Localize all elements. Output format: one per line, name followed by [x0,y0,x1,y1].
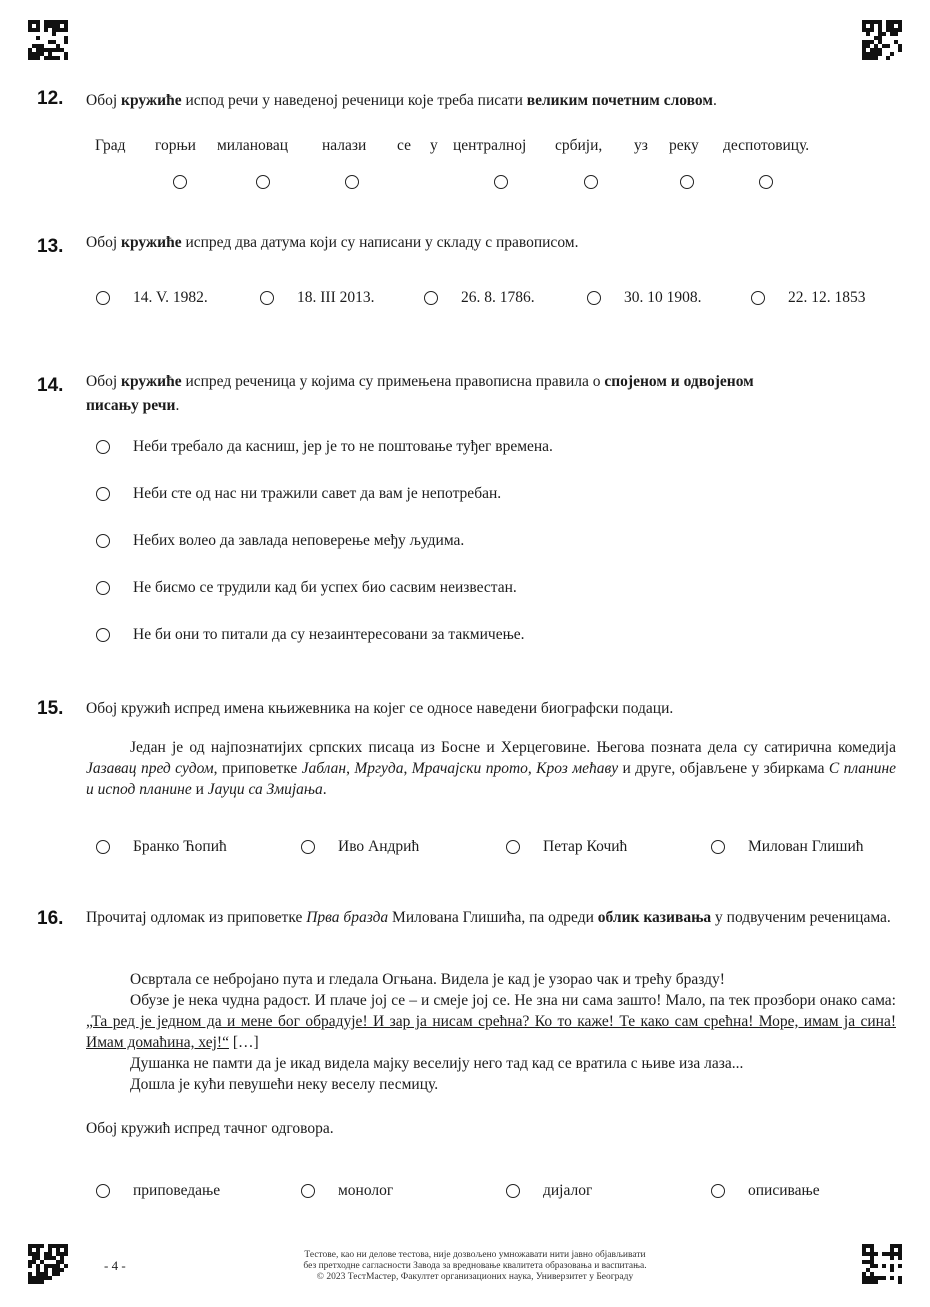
question-number-15: 15. [37,698,64,719]
option-circle[interactable] [424,291,438,305]
question-16-passage: Освртала се небројано пута и гледала Огњана. Видела је кад је узорао чак и трећу бразду! Обузе је нека чудна радост. И плаче јој се – и смеје јој се. Не зна ни сама зашто! Мало, па тек прозбори онако сама: „Та ред је једном да и мене бог обрадује! И зар ја нисам срећна? Ко то каже! Те како сам срећна! Море, имам ја сина! Имам домаћина, хеј!“ […] Душанка не памти да је икад видела мајку веселију него тад кад се вратила с њиве иза лаза... Дошла је кући певушећи неку веселу песмицу. [86,971,896,1093]
question-14-instruction: Обој кружиће испред реченица у којима су примењена правописна правила о спојеном и одвојеном писању речи. [86,373,754,414]
answer-circle[interactable] [345,175,359,189]
option-circle[interactable] [96,291,110,305]
option-label: 30. 10 1908. [624,289,702,306]
option-label: Иво Андрић [338,838,420,855]
answer-circle[interactable] [256,175,270,189]
option-circle[interactable] [96,487,110,501]
option-label: Петар Кочић [543,838,628,855]
footer-copyright: Тестове, као ни делове тестова, није дозвољено умножавати нити јавно објављивати без претходне сагласности Завода за вредновање квалитета образовања и васпитања. © 2023 ТестМастер, Факултет организационих наука, Универзитет у Београду [303,1250,647,1282]
word: уз [634,137,648,154]
word: Град [95,137,126,154]
word: деспотовицу. [723,137,810,154]
option-label: Не бисмо се трудили кад би успех био сасвим неизвестан. [133,579,517,596]
option-circle[interactable] [96,440,110,454]
question-number-12: 12. [37,88,64,109]
option-circle[interactable] [751,291,765,305]
option-circle[interactable] [96,534,110,548]
question-15-passage: Један је од најпознатијих српских писаца из Босне и Херцеговине. Његова позната дела су сатирична комедија Јазавац пред судом, приповетке Јаблан, Мргуда, Мрачајски прото, Кроз мећаву и друге, објављене у збиркама С планине и испод планине и Јауци са Змијања. [86,739,897,798]
option-circle[interactable] [96,581,110,595]
underlined-sentences: „Та ред је једном да и мене бог обрадује! И зар ја нисам срећна? Ко то каже! Те како сам срећна! Море, имам ја сина! Имам домаћина, хеј!“ [86,1013,896,1051]
word: реку [669,137,699,154]
question-number-13: 13. [37,236,64,257]
option-circle[interactable] [96,1184,110,1198]
option-label: 18. III 2013. [297,289,375,306]
option-label: Неби требало да касниш, јер је то не поштовање туђег времена. [133,438,553,455]
option-label: 22. 12. 1853 [788,289,866,306]
option-label: Небих волео да завлада неповерење међу људима. [133,532,465,549]
qr-code-bottom-left [28,1244,68,1284]
word: се [397,137,411,154]
answer-circle[interactable] [759,175,773,189]
answer-circle[interactable] [680,175,694,189]
page-number: - 4 - [104,1258,126,1273]
option-label: Бранко Ћопић [133,838,227,855]
option-label: Неби сте од нас ни тражили савет да вам је непотребан. [133,485,502,502]
question-12-instruction: Обој кружиће испод речи у наведеној реченици које треба писати великим почетним словом. [86,92,717,109]
word: милановац [217,137,289,154]
qr-code-bottom-right [862,1244,902,1284]
word: централној [453,137,527,154]
option-label: дијалог [543,1182,593,1199]
question-15-instruction: Обој кружић испред имена књижевника на којег се односе наведени биографски подаци. [86,700,674,717]
word: србији, [555,137,603,154]
word: у [430,137,438,154]
option-circle[interactable] [260,291,274,305]
option-circle[interactable] [506,840,520,854]
answer-circle[interactable] [494,175,508,189]
option-label: 26. 8. 1786. [461,289,535,306]
question-16-instruction: Прочитај одломак из приповетке Прва бразда Милована Глишића, па одреди облик казивања у подвученим реченицама. [86,909,891,926]
option-circle[interactable] [96,840,110,854]
option-circle[interactable] [301,1184,315,1198]
answer-circle[interactable] [584,175,598,189]
option-label: описивање [748,1182,820,1199]
word: налази [322,137,367,154]
option-circle[interactable] [711,1184,725,1198]
qr-code-top-left [28,20,68,60]
option-circle[interactable] [587,291,601,305]
option-circle[interactable] [301,840,315,854]
option-circle[interactable] [711,840,725,854]
question-16-answer-instruction: Обој кружић испред тачног одговора. [86,1120,334,1137]
option-circle[interactable] [506,1184,520,1198]
option-label: Милован Глишић [748,838,864,855]
question-13-instruction: Обој кружиће испред два датума који су написани у складу с правописом. [86,234,579,251]
option-label: 14. V. 1982. [133,289,208,306]
question-number-14: 14. [37,375,64,396]
option-circle[interactable] [96,628,110,642]
qr-code-top-right [862,20,902,60]
word: горњи [155,137,196,154]
option-label: монолог [338,1182,394,1199]
answer-circle[interactable] [173,175,187,189]
question-number-16: 16. [37,908,64,929]
option-label: приповедање [133,1182,221,1199]
option-label: Не би они то питали да су незаинтересовани за такмичење. [133,626,525,643]
